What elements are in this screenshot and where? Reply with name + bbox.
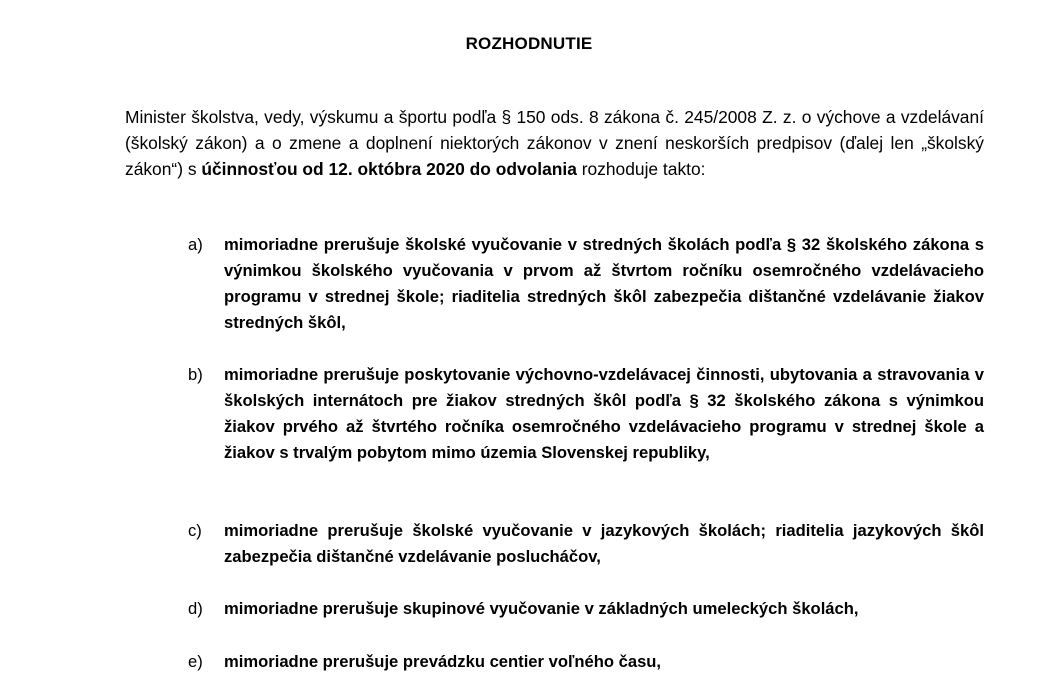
list-item-marker: d) bbox=[188, 599, 203, 618]
list-item bbox=[188, 362, 984, 466]
intro-text-end: rozhoduje takto: bbox=[576, 159, 706, 179]
list-item bbox=[188, 649, 984, 675]
list-item-marker: a) bbox=[188, 235, 203, 254]
list-item bbox=[188, 232, 984, 336]
intro-paragraph bbox=[125, 104, 984, 182]
document-title: ROZHODNUTIE bbox=[465, 34, 593, 53]
intro-text: Minister školstva, vedy, výskumu a športu podľa § 150 ods. 8 zákona č. 245/2008 Z. z. o výchove a vzdelávaní (školský zákon) a o zmene a doplnení niektorých zákonov v znení neskorších predpisov (ďalej len „školský zákon“) s bbox=[125, 107, 984, 179]
list-item-marker: b) bbox=[188, 365, 203, 384]
list-item bbox=[188, 518, 984, 570]
list-item-text: mimoriadne prerušuje školské vyučovanie v stredných školách podľa § 32 školského zákona s výnimkou školského vyučovania v prvom až štvrtom ročníku osemročného vzdelávacieho programu v strednej škole; riaditelia stredných škôl zabezpečia dištančné vzdelávanie žiakov stredných škôl, bbox=[224, 235, 984, 332]
list-item-text: mimoriadne prerušuje školské vyučovanie v jazykových školách; riaditelia jazykových škôl zabezpečia dištančné vzdelávanie poslucháčov, bbox=[224, 521, 984, 566]
list-item-marker: c) bbox=[188, 521, 202, 540]
list-item-text: mimoriadne prerušuje poskytovanie výchovno-vzdelávacej činnosti, ubytovania a stravovania v školských internátoch pre žiakov stredných škôl podľa § 32 školského zákona s výnimkou žiakov prvého až štvrtého ročníka osemročného vzdelávacieho programu v strednej škole a žiakov s trvalým pobytom mimo územia Slovenskej republiky, bbox=[224, 365, 984, 462]
list-item-text: mimoriadne prerušuje prevádzku centier voľného času, bbox=[224, 652, 662, 671]
list-item-text: mimoriadne prerušuje skupinové vyučovanie v základných umeleckých školách, bbox=[224, 599, 859, 618]
list-item bbox=[188, 596, 984, 622]
intro-effective-date: účinnosťou od 12. októbra 2020 do odvolania bbox=[201, 159, 577, 179]
list-item-marker: e) bbox=[188, 652, 203, 671]
